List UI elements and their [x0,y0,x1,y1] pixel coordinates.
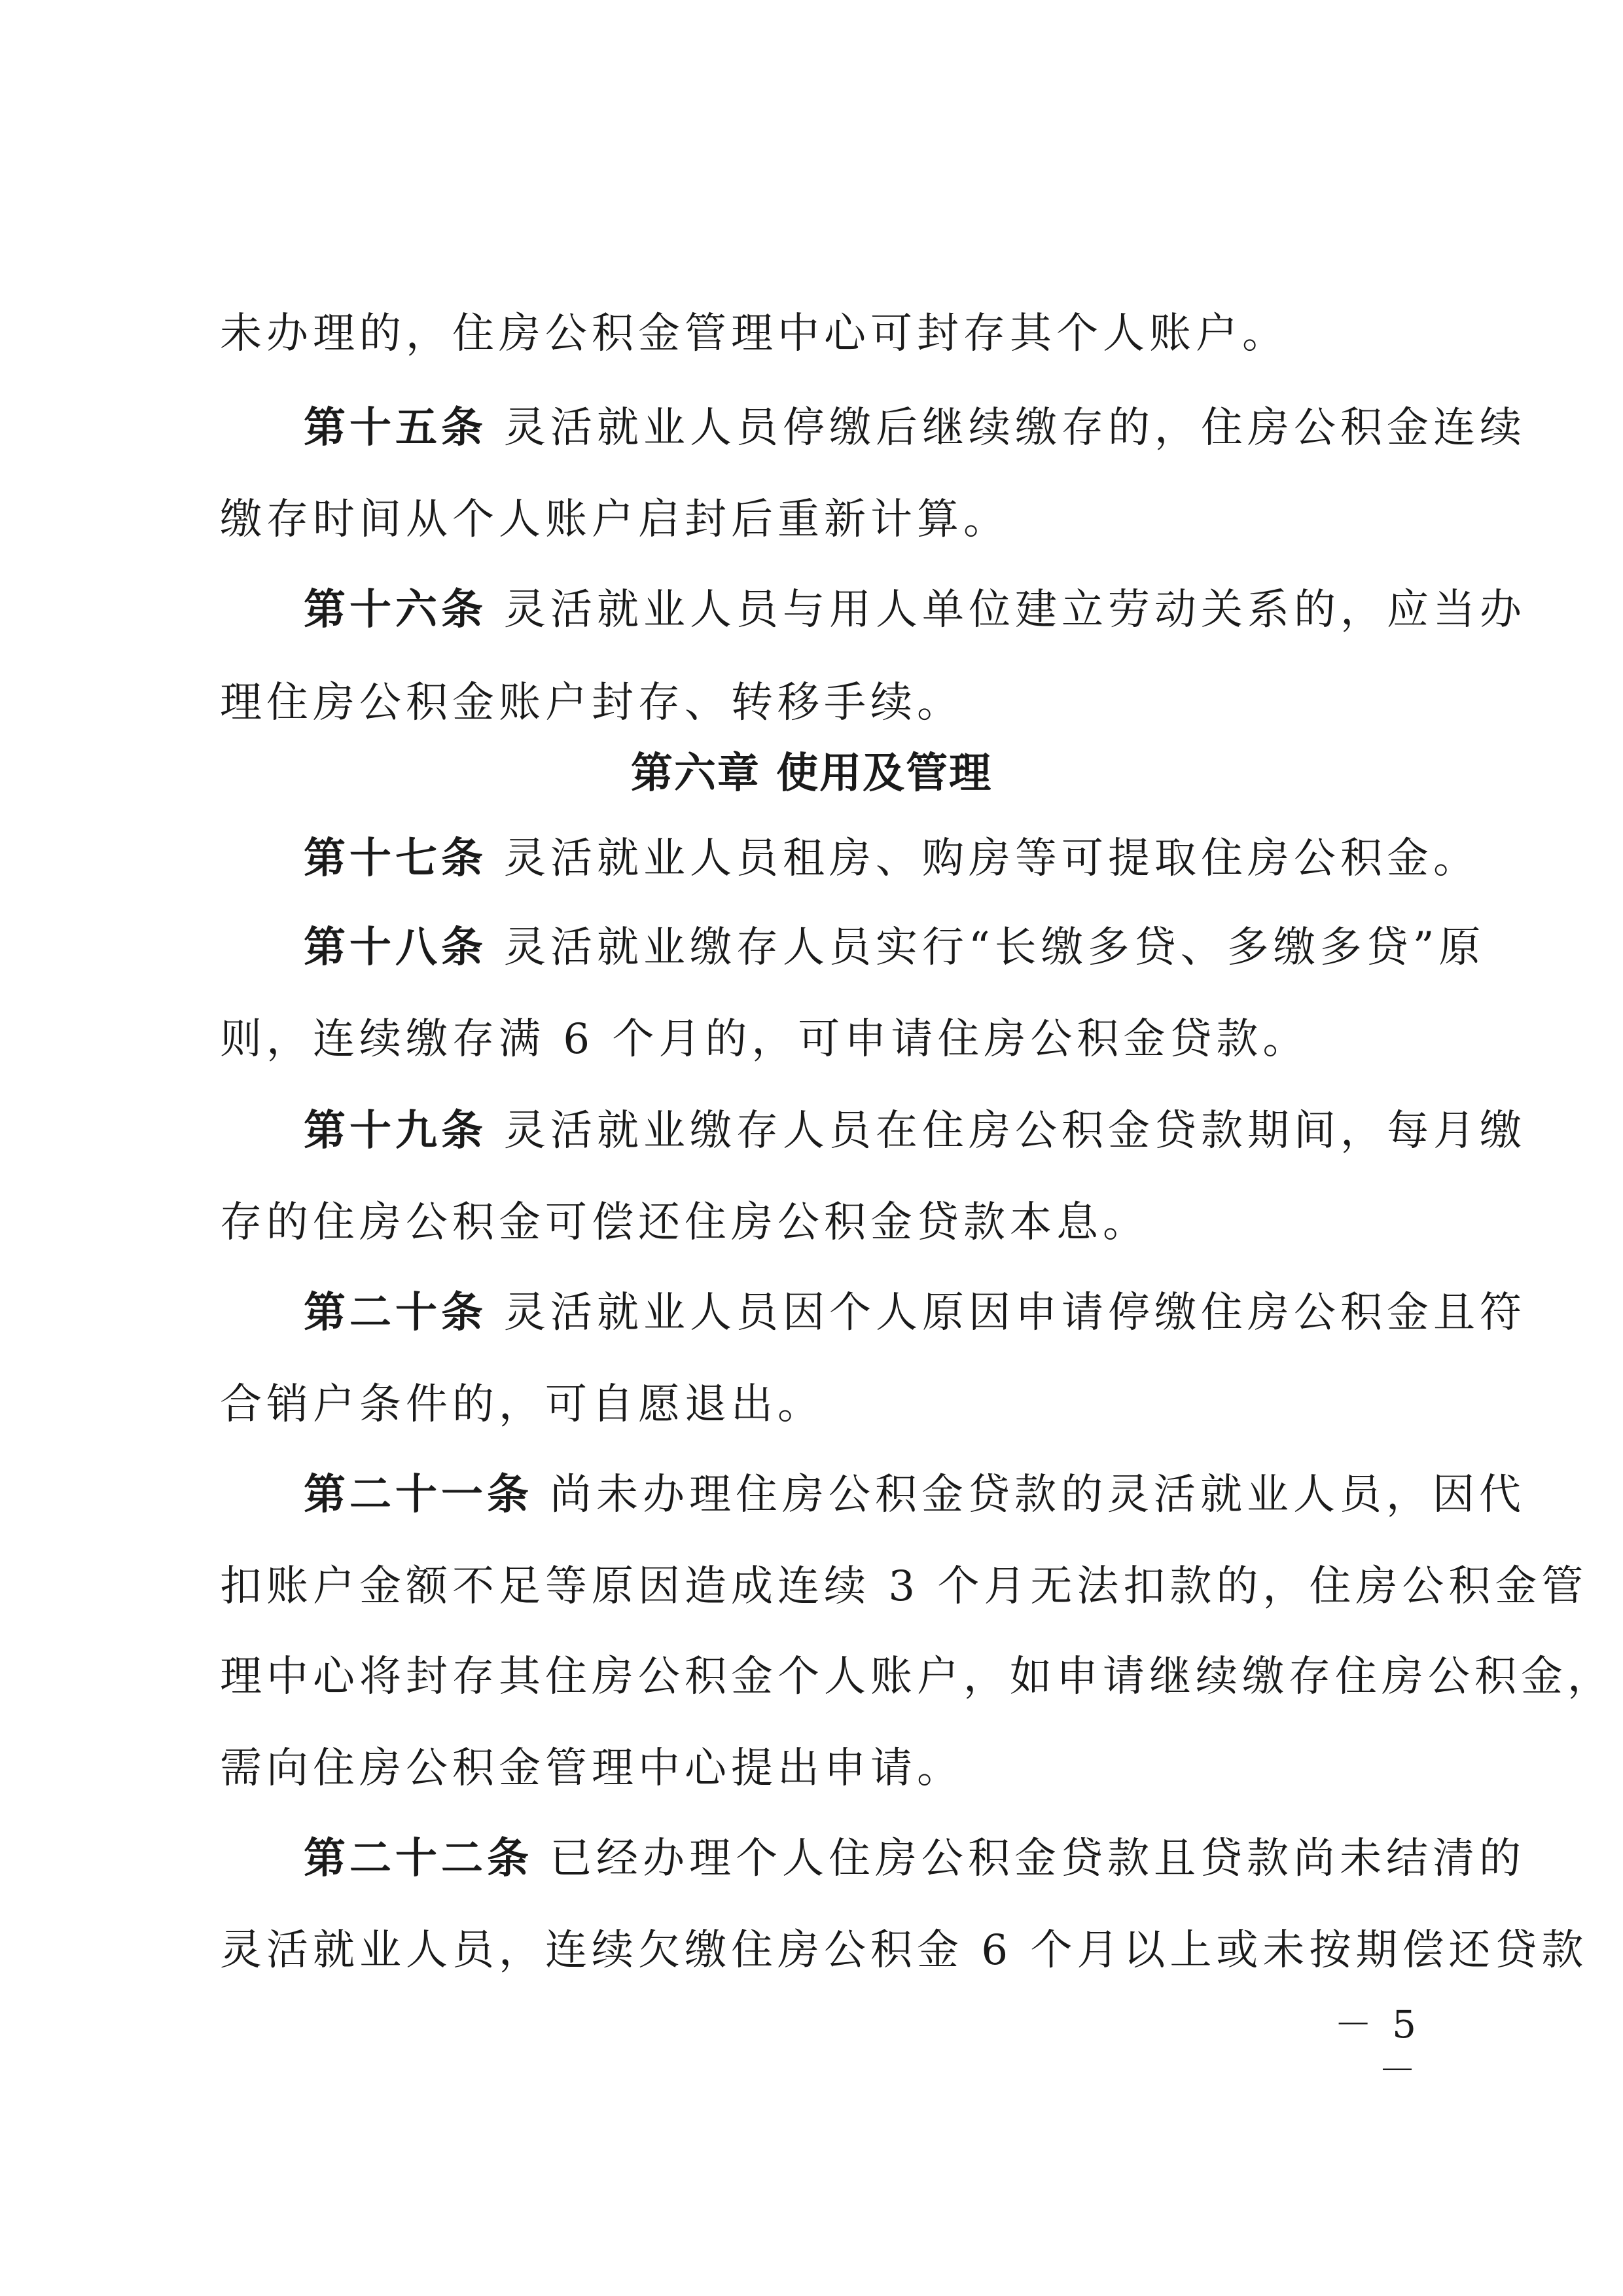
line-text: 灵活就业人员，连续欠缴住房公积金 6 个月以上或未按期偿还贷款 [220,1926,1588,1975]
body-line [220,677,1418,729]
line-text: 未办理的，住房公积金管理中心可封存其个人账户。 [220,310,1289,358]
line-text: 缴存时间从个人账户启封后重新计算。 [220,495,1010,544]
article-label: 第二十二条 [304,1835,533,1883]
article-label: 第十六条 [304,586,487,634]
line-text: 扣账户金额不足等原因造成连续 3 个月无法扣款的，住房公积金管 [220,1562,1588,1611]
body-line [220,1560,1588,1613]
line-text: 则，连续缴存满 6 个月的，可申请住房公积金贷款。 [220,1015,1310,1064]
body-line [220,493,1418,546]
chapter-heading: 第六章 使用及管理 [630,749,993,798]
article-text: 灵活就业人员与用人单位建立劳动关系的，应当办 [504,586,1526,634]
body-line [220,1651,1614,1703]
body-line [220,1924,1588,1977]
body-line [220,1013,1418,1066]
article-20 [304,1287,1526,1339]
body-line [220,1378,1418,1431]
article-22 [304,1833,1525,1885]
article-label: 第二十条 [304,1289,487,1337]
body-line [220,1196,1418,1249]
page-number: － 5 － [1334,2002,1420,2092]
article-label: 第十九条 [304,1107,487,1155]
line-text: 存的住房公积金可偿还住房公积金贷款本息。 [220,1198,1149,1247]
article-16 [304,584,1526,636]
article-label: 第十五条 [304,404,487,452]
body-line [220,1742,1418,1795]
line-text: 合销户条件的，可自愿退出。 [220,1380,824,1429]
body-line [220,308,1418,360]
article-label: 第二十一条 [304,1471,533,1519]
article-text: 已经办理个人住房公积金贷款且贷款尚未结清的 [550,1835,1525,1883]
line-text: 理住房公积金账户封存、转移手续。 [220,679,963,727]
article-19 [304,1105,1526,1157]
line-text: 需向住房公积金管理中心提出申请。 [220,1744,963,1793]
article-text: 灵活就业缴存人员实行“长缴多贷、多缴多贷”原 [504,924,1486,972]
article-text: 尚未办理住房公积金贷款的灵活就业人员，因代 [550,1471,1525,1519]
article-text: 灵活就业人员租房、购房等可提取住房公积金。 [504,834,1480,883]
article-label: 第十七条 [304,834,487,883]
article-21 [304,1469,1525,1521]
article-label: 第十八条 [304,924,487,972]
article-17 [304,833,1480,885]
line-text: 理中心将封存其住房公积金个人账户，如申请继续缴存住房公积金， [220,1653,1614,1701]
article-15 [304,402,1526,454]
article-text: 灵活就业人员停缴后继续缴存的，住房公积金连续 [504,404,1526,452]
article-18 [304,922,1486,974]
article-text: 灵活就业人员因个人原因申请停缴住房公积金且符 [504,1289,1526,1337]
article-text: 灵活就业缴存人员在住房公积金贷款期间，每月缴 [504,1107,1526,1155]
